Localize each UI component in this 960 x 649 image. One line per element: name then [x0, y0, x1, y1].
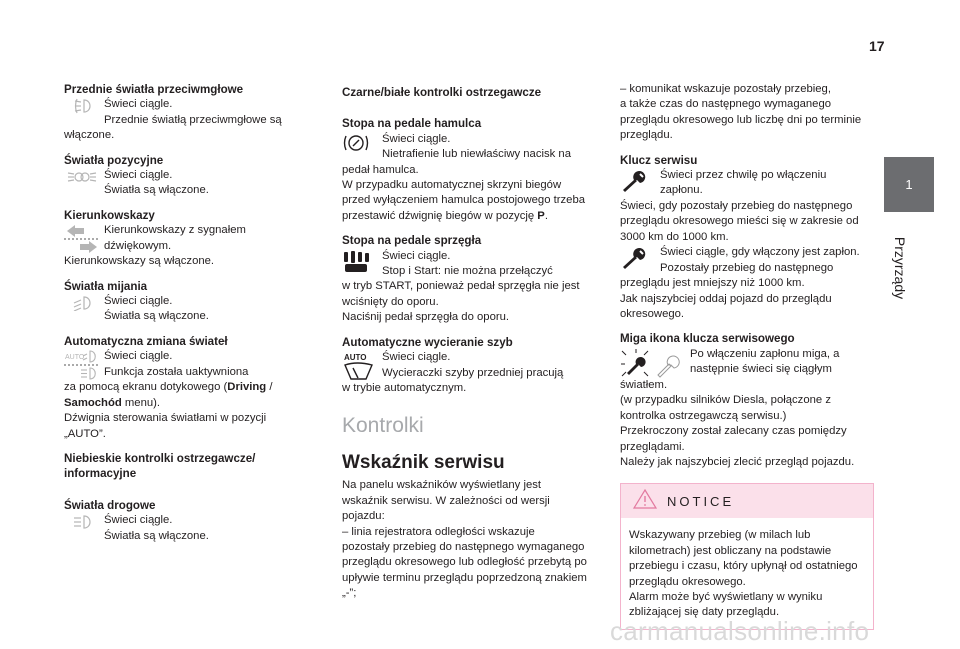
indicators-block: Kierunkowskazy z sygnałem dźwiękowym. Kierunkowskazy są włączone. — [64, 224, 246, 268]
flashing-spanner-title: Miga ikona klucza serwisowego — [620, 332, 795, 346]
clutch-pedal-block: Świeci ciągle. Stop i Start: nie można przełączyć w tryb START, ponieważ pedał sprzęgła nie jest wciśnięty do oporu. Naciśnij pedał sprzęgła do oporu. — [342, 249, 580, 324]
flashing-spanner-icon — [620, 348, 686, 378]
service-indicator-body: Na panelu wskaźników wyświetlany jest wskaźnik serwisu. W zależności od wersji pojazdu: – linia rejestratora odległości wskazuje pozostały przebieg do następnego wymaganego przeglądu okresowego lub odległość przebytą po upływie terminu przeglądu poprzedzoną znakiem „-”; — [342, 479, 587, 600]
position-lights-block: Świeci ciągle. Światła są włączone. — [64, 168, 304, 199]
blue-warning-heading: Niebieskie kontrolki ostrzegawcze/ informacyjne — [64, 451, 256, 481]
service-indicator-title: Wskaźnik serwisu — [342, 451, 505, 473]
indicators-title: Kierunkowskazy — [64, 208, 155, 222]
auto-wiper-icon — [342, 351, 378, 381]
main-beam-icon — [64, 514, 100, 530]
warning-triangle-icon — [633, 489, 657, 514]
flashing-spanner-block: Po włączeniu zapłonu miga, a następnie świeci się ciągłym światłem. (w przypadku silników Diesla, połączone z kontrolka ostrzegawczą serwisu.) Przekroczony został zalecany czas pomiędzy przeglądami. Należy jak najszybciej zlecić przegląd pojazdu. — [620, 347, 855, 468]
svg-text:AUTO: AUTO — [344, 353, 367, 363]
page-number: 17 — [869, 38, 885, 54]
chapter-tab[interactable]: 1 — [884, 157, 934, 212]
foot-on-clutch-icon — [342, 250, 378, 266]
watermark: carmanualsonline.info — [610, 616, 870, 646]
auto-lights-block: AUTO Świeci ciągle. Funkcja została uaktywniona za pomocą ekranu dotykowego (Driving / Samochód menu). Dźwignia sterowania światłami w pozycji „AUTO”. — [64, 350, 273, 440]
position-light-icon — [64, 169, 100, 185]
section-title: Kontrolki — [342, 413, 424, 437]
service-spanner-block: Świeci przez chwilę po włączeniu zapłonu. Świeci, gdy pozostały przebieg do następnego przeglądu okresowego mieści się w zakresie od 3000 km do 1000 km. Świeci ciągle, gdy włączony jest zapłon. Pozostały przebieg do następnego przeglądu jest mniejszy niż 1000 km. Jak najszybciej oddaj pojazd do przeglądu okresowego. — [620, 169, 860, 321]
spanner-icon — [620, 169, 656, 199]
fog-front-title: Przednie światła przeciwmgłowe — [64, 83, 244, 96]
column-right — [620, 82, 874, 630]
fog-front-block: Świeci ciągle. Przednie światłą przeciwmgłowe są włączone. — [64, 98, 282, 142]
black-white-heading: Czarne/białe kontrolki ostrzegawcze — [342, 86, 542, 99]
dipped-beam-block: Świeci ciągle. Światła są włączone. — [64, 294, 304, 325]
dipped-beam-icon — [64, 295, 100, 311]
svg-text:AUTO: AUTO — [65, 354, 85, 362]
auto-wipers-title: Automatyczne wycieranie szyb — [342, 335, 513, 349]
column-left — [64, 82, 304, 544]
auto-headlamp-icon — [64, 350, 100, 380]
column-middle — [342, 85, 604, 602]
dipped-beam-title: Światła mijania — [64, 279, 148, 293]
notice-label: NOTICE — [667, 493, 735, 509]
spanner-icon — [620, 246, 656, 276]
main-beam-title: Światła drogowe — [64, 498, 156, 512]
turn-signal-icon — [64, 224, 100, 254]
service-spanner-title: Klucz serwisu — [620, 153, 698, 167]
service-intro: – komunikat wskazuje pozostały przebieg, a także czas do następnego wymaganego przeglądu okresowego lub liczbę dni po terminie przeglądu. — [620, 83, 862, 142]
chapter-label: Przyrządy — [892, 236, 908, 300]
auto-lights-title: Automatyczna zmiana świateł — [64, 334, 228, 348]
front-fog-light-icon — [64, 98, 100, 114]
brake-pedal-title: Stopa na pedale hamulca — [342, 117, 482, 131]
brake-pedal-block: Świeci ciągle. Nietrafienie lub niewłaściwy nacisk na pedał hamulca. W przypadku automatycznej skrzyni biegów przed wyłączeniem hamulca postojowego trzeba przestawić dźwignię biegów w pozycję P. — [342, 132, 586, 222]
position-lights-title: Światła pozycyjne — [64, 153, 164, 167]
notice-body: Wskazywany przebieg (w milach lub kilometrach) jest obliczany na podstawie przebiegu i czasu, który upłynął od ostatniego przeglądu okresowego. Alarm może być wyświetlany w wyniku zbliżającej się daty przeglądu. — [629, 529, 858, 619]
auto-wipers-block: AUTO Świeci ciągle. Wycieraczki szyby przedniej pracują w trybie automatycznym. — [342, 351, 564, 395]
main-beam-block: Świeci ciągle. Światła są włączone. — [64, 513, 304, 544]
notice-header — [621, 484, 873, 518]
clutch-pedal-title: Stopa na pedale sprzęgła — [342, 234, 482, 248]
notice-box — [620, 483, 874, 629]
foot-on-brake-icon — [342, 133, 378, 149]
